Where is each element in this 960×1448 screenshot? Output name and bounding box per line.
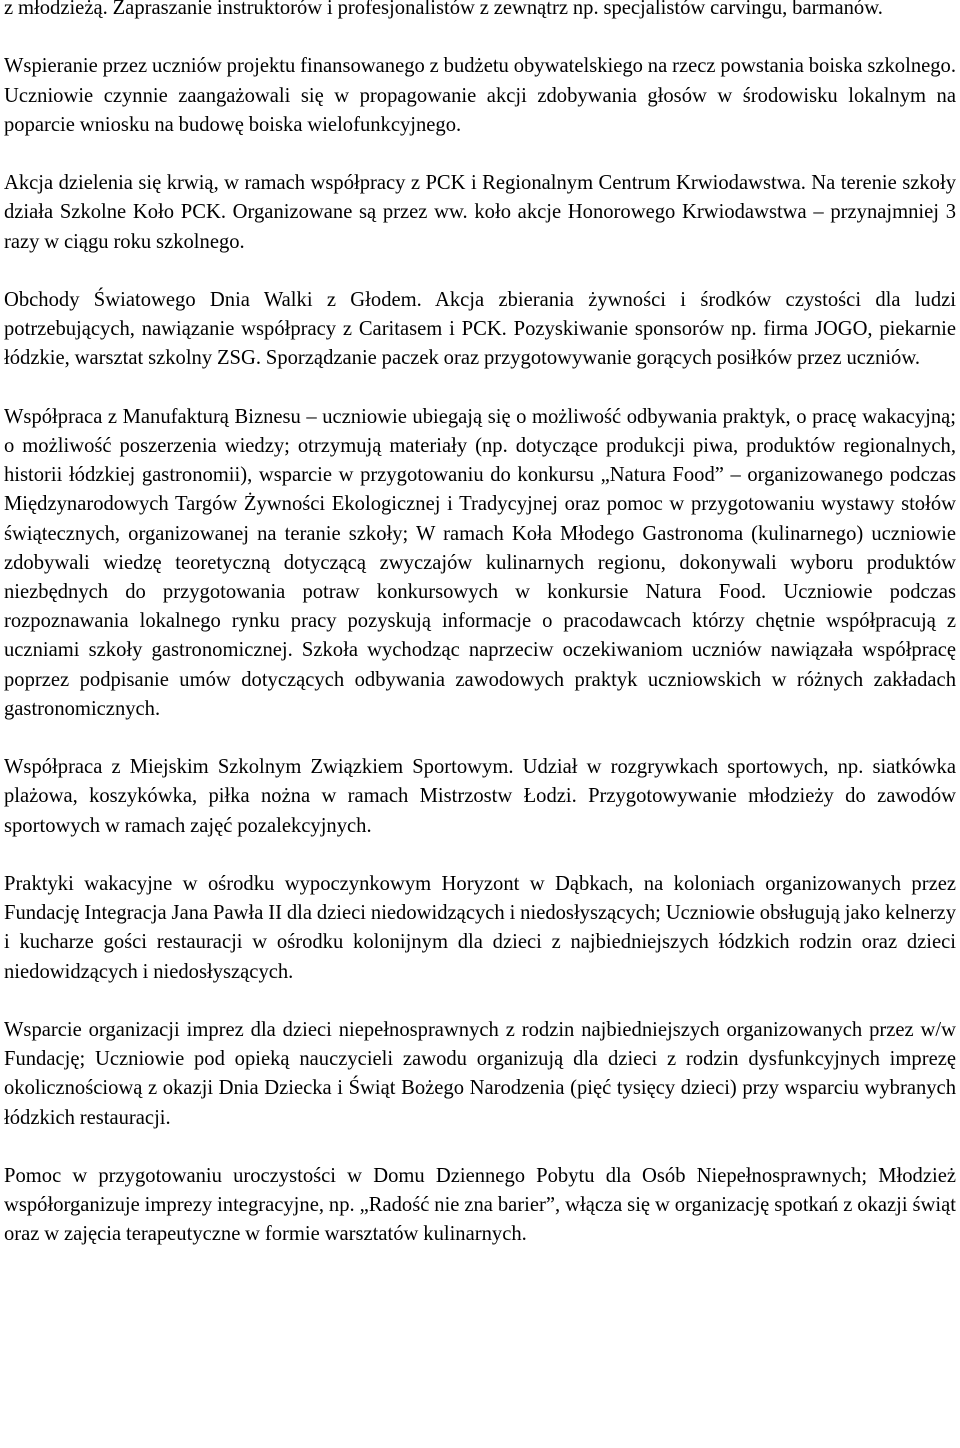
- paragraph-hunger-day: Obchody Światowego Dnia Walki z Głodem. Akcja zbierania żywności i środków czystości dla ludzi potrzebujących, nawiązanie współpracy z Caritasem i PCK. Pozyskiwanie sponsorów np. firma JOGO, piekarnie łódzkie, warsztat szkolny ZSG. Sporządzanie paczek oraz przygotowywanie gorących posiłków przez uczniów.: [4, 288, 956, 370]
- paragraph-manufaktura: Współpraca z Manufakturą Biznesu – uczniowie ubiegają się o możliwość odbywania praktyk, o pracę wakacyjną; o możliwość poszerzenia wiedzy; otrzymują materiały (np. dotyczące produkcji piwa, produktów regionalnych, historii łódzkiej gastronomii), wsparcie w przygotowaniu do konkursu „Natura Food” – organizowanego podczas Międzynarodowych Targów Żywności Ekologicznej i Tradycyjnej oraz pomoc w przygotowaniu wystawy stołów świątecznych, organizowanej na teranie szkoły; W ramach Koła Młodego Gastronoma (kulinarnego) uczniowie zdobywali wiedzę teoretyczną dotyczącą zwyczajów kulinarnych regionu, dokonywali wyboru produktów niezbędnych do przygotowania potraw konkursowych w konkursie Natura Food. Uczniowie podczas rozpoznawania lokalnego rynku pracy pozyskują informacje o pracodawcach którzy chętnie współpracują z uczniami szkoły gastronomicznej. Szkoła wychodząc naprzeciw oczekiwaniom uczniów nawiązała współpracę poprzez podpisanie umów dotyczących odbywania zawodowych praktyk uczniowskich w różnych zakładach gastronomicznych.: [4, 405, 956, 720]
- paragraph-youth-workshops: z młodzieżą. Zapraszanie instruktorów i profesjonalistów z zewnątrz np. specjalistów carvingu, barmanów.: [4, 0, 883, 19]
- document-page: [4, 0, 956, 1250]
- paragraph-summer-internships: Praktyki wakacyjne w ośrodku wypoczynkowym Horyzont w Dąbkach, na koloniach organizowanych przez Fundację Integracja Jana Pawła II dla dzieci niedowidzących i niedosłyszących; Uczniowie obsługują jako kelnerzy i kucharze gości restauracji w ośrodku kolonijnym dla dzieci z najbiedniejszych łódzkich rodzin oraz dzieci niedowidzących i niedosłyszących.: [4, 873, 956, 983]
- paragraph-day-care-help: Pomoc w przygotowaniu uroczystości w Domu Dziennego Pobytu dla Osób Niepełnosprawnych; Młodzież współorganizuje imprezy integracyjne, np. „Radość nie zna barier”, włącza się w organizację spotkań z okazji świąt oraz w zajęcia terapeutyczne w formie warsztatów kulinarnych.: [4, 1165, 956, 1246]
- paragraph-blood-donation: Akcja dzielenia się krwią, w ramach współpracy z PCK i Regionalnym Centrum Krwiodawstwa. Na terenie szkoły działa Szkolne Koło PCK. Organizowane są przez ww. koło akcje Honorowego Krwiodawstwa – przynajmniej 3 razy w ciągu roku szkolnego.: [4, 172, 956, 253]
- paragraph-sports: Współpraca z Miejskim Szkolnym Związkiem Sportowym. Udział w rozgrywkach sportowych, np. siatkówka plażowa, koszykówka, piłka nożna w ramach Mistrzostw Łodzi. Przygotowywanie młodzieży do zawodów sportowych w ramach zajęć pozalekcyjnych.: [4, 756, 956, 837]
- paragraph-school-pitch: Wspieranie przez uczniów projektu finansowanego z budżetu obywatelskiego na rzecz powstania boiska szkolnego. Uczniowie czynnie zaangażowali się w propagowanie akcji zdobywania głosów w środowisku lokalnym na poparcie wniosku na budowę boiska wielofunkcyjnego.: [4, 55, 956, 136]
- paragraph-children-events: Wsparcie organizacji imprez dla dzieci niepełnosprawnych z rodzin najbiedniejszych organizowanych przez w/w Fundację; Uczniowie pod opieką nauczycieli zawodu organizują dla dzieci z rodzin dysfunkcyjnych imprezę okolicznościową z okazji Dnia Dziecka i Świąt Bożego Narodzenia (pięć tysięcy dzieci) przy wsparciu wybranych łódzkich restauracji.: [4, 1019, 956, 1129]
